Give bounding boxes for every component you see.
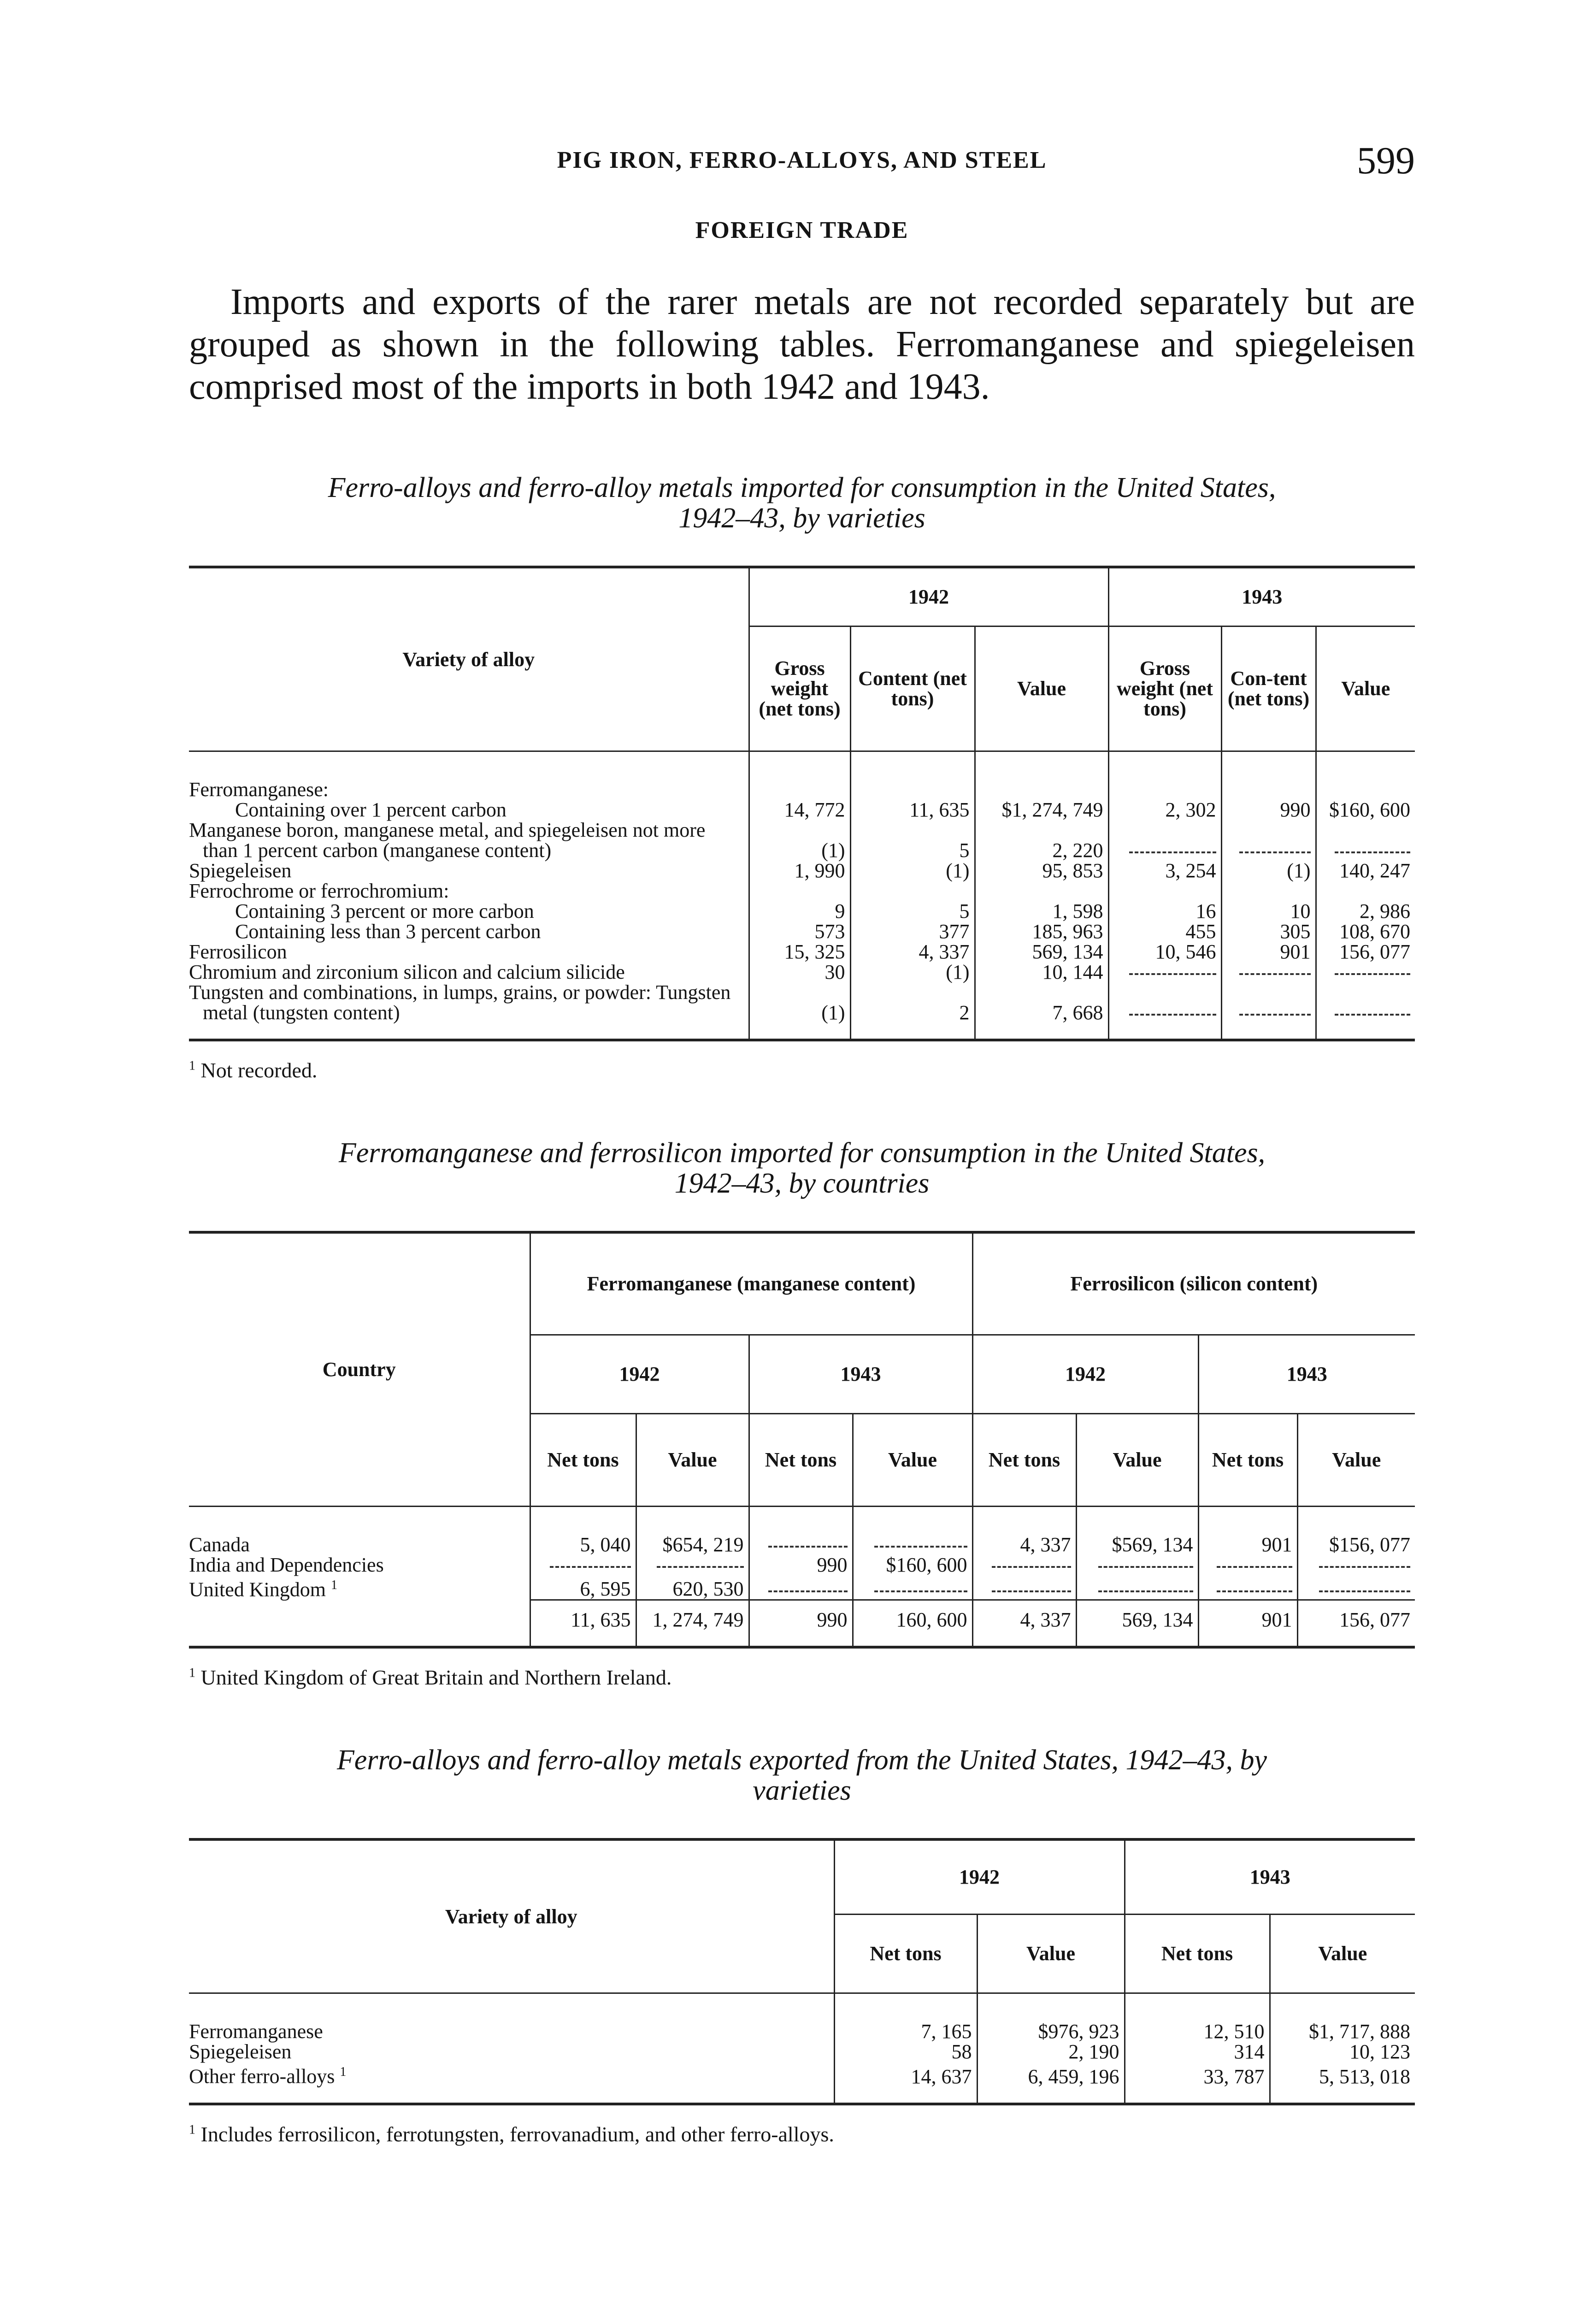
col-value: Value xyxy=(636,1414,749,1507)
col-variety-header: Variety of alloy xyxy=(189,1839,834,1993)
col-net-tons: Net tons xyxy=(834,1915,977,1993)
cell: 5 xyxy=(850,820,975,861)
row-label: Spiegeleisen xyxy=(189,861,749,881)
cell: 185, 963 xyxy=(975,922,1108,942)
table1-caption-line1: Ferro-alloys and ferro-alloy metals imported for consumption in the United States, xyxy=(328,472,1276,503)
cell: 1, 598 xyxy=(975,901,1108,922)
table-row xyxy=(189,1575,1415,1600)
col-value: Value xyxy=(853,1414,972,1507)
table1-caption-line2: 1942–43, by varieties xyxy=(678,502,925,534)
col-value-1943: Value xyxy=(1316,626,1415,751)
dash-cell xyxy=(1108,962,1221,982)
dash-cell xyxy=(1316,982,1415,1040)
cell: (1) xyxy=(850,861,975,881)
year-header: 1942 xyxy=(530,1335,749,1414)
table-row xyxy=(189,922,1415,942)
row-label: Ferrosilicon xyxy=(189,942,749,962)
table-row xyxy=(189,820,1415,861)
table-row xyxy=(189,2042,1415,2062)
row-label: Ferromanganese xyxy=(189,1993,834,2042)
cell: 4, 337 xyxy=(972,1507,1076,1555)
table3-footnote: $^1$ Includes ferrosilicon, ferrotungsten, ferrovanadium, and other ferro-alloys. xyxy=(189,2122,834,2146)
cell: 377 xyxy=(850,922,975,942)
table-row xyxy=(189,901,1415,922)
table2-caption xyxy=(189,1138,1415,1199)
table3-caption xyxy=(189,1745,1415,1806)
section-title: FOREIGN TRADE xyxy=(695,217,909,243)
cell: 14, 772 xyxy=(749,800,850,820)
page xyxy=(189,138,1415,2146)
cell: 2, 302 xyxy=(1108,800,1221,820)
cell: 95, 853 xyxy=(975,861,1108,881)
table-row xyxy=(189,982,1415,1040)
cell: 901 xyxy=(1221,942,1316,962)
dash-cell xyxy=(1108,820,1221,861)
cell: 15, 325 xyxy=(749,942,850,962)
dash-cell xyxy=(1316,820,1415,861)
total-cell: 11, 635 xyxy=(530,1600,636,1648)
table1-footnote: $^1$ Not recorded. xyxy=(189,1058,318,1082)
cell: 11, 635 xyxy=(850,800,975,820)
col-country-header: Country xyxy=(189,1232,530,1507)
row-label: India and Dependencies xyxy=(189,1555,530,1575)
cell: 2, 190 xyxy=(977,2042,1125,2062)
cell: 990 xyxy=(749,1555,853,1575)
year-1943-header: 1943 xyxy=(1108,567,1415,626)
cell: (1) xyxy=(749,820,850,861)
totals-row xyxy=(189,1600,1415,1648)
running-title: PIG IRON, FERRO-ALLOYS, AND STEEL xyxy=(557,147,1047,173)
group-ferrosilicon-header: Ferrosilicon (silicon content) xyxy=(972,1232,1415,1335)
row-label: Canada xyxy=(189,1507,530,1555)
cell: 10, 546 xyxy=(1108,942,1221,962)
col-value: Value xyxy=(977,1915,1125,1993)
year-1943-header: 1943 xyxy=(1125,1839,1415,1915)
table-row xyxy=(189,942,1415,962)
row-label: Tungsten and combinations, in lumps, grains, or powder: Tungsten metal (tungsten content) xyxy=(189,982,749,1040)
row-label: Ferromanganese: xyxy=(189,751,749,800)
cell: 10, 144 xyxy=(975,962,1108,982)
cell: 1, 990 xyxy=(749,861,850,881)
total-cell: 156, 077 xyxy=(1297,1600,1415,1648)
cell: 156, 077 xyxy=(1339,940,1410,963)
col-net-tons: Net tons xyxy=(530,1414,636,1507)
intro-paragraph: Imports and exports of the rarer metals are not recorded separately but are grouped as shown in the following tables. Ferromanganese and spiegeleisen comprised most of the imports in both 1942 and 1943. xyxy=(189,282,1415,407)
col-net-tons: Net tons xyxy=(972,1414,1076,1507)
row-label: United Kingdom $^1$ xyxy=(189,1575,530,1600)
col-gross-weight-1943: Gross weight (net tons) xyxy=(1108,626,1221,751)
cell: 58 xyxy=(834,2042,977,2062)
table2-caption-line1: Ferromanganese and ferrosilicon imported for consumption in the United States, xyxy=(338,1137,1266,1169)
cell: $654, 219 xyxy=(636,1507,749,1555)
table-row xyxy=(189,2062,1415,2104)
table3-caption-line1: Ferro-alloys and ferro-alloy metals exported from the United States, 1942–43, by xyxy=(336,1744,1267,1776)
cell: 10, 123 xyxy=(1349,2040,1410,2063)
cell: $569, 134 xyxy=(1076,1507,1198,1555)
cell: 6, 459, 196 xyxy=(977,2062,1125,2104)
cell: 314 xyxy=(1125,2042,1270,2062)
row-label: Manganese boron, manganese metal, and spiegeleisen not more than 1 percent carbon (manganese content) xyxy=(189,820,749,861)
table-exports-by-variety xyxy=(189,1838,1415,2105)
dash-cell xyxy=(1076,1575,1198,1600)
dash-cell xyxy=(749,1575,853,1600)
cell: 455 xyxy=(1108,922,1221,942)
table-row xyxy=(189,861,1415,881)
dash-cell xyxy=(972,1575,1076,1600)
cell: $1, 274, 749 xyxy=(975,800,1108,820)
page-number: 599 xyxy=(1357,139,1415,182)
cell: 901 xyxy=(1198,1507,1297,1555)
table-imports-by-country xyxy=(189,1231,1415,1649)
dash-cell xyxy=(1221,982,1316,1040)
dash-cell xyxy=(853,1575,972,1600)
dash-cell xyxy=(1297,1575,1415,1600)
dash-cell xyxy=(636,1555,749,1575)
total-cell: 1, 274, 749 xyxy=(636,1600,749,1648)
footnote-text: United Kingdom of Great Britain and Northern Ireland. xyxy=(200,1666,672,1690)
cell: 12, 510 xyxy=(1125,1993,1270,2042)
row-label: Containing less than 3 percent carbon xyxy=(189,922,749,942)
cell: 9 xyxy=(749,901,850,922)
table-row xyxy=(189,751,1415,800)
group-ferromanganese-header: Ferromanganese (manganese content) xyxy=(530,1232,972,1335)
cell: 4, 337 xyxy=(850,942,975,962)
table2-caption-line2: 1942–43, by countries xyxy=(674,1168,930,1199)
year-header: 1942 xyxy=(972,1335,1198,1414)
table3-caption-line2: varieties xyxy=(753,1775,851,1807)
total-cell: 569, 134 xyxy=(1076,1600,1198,1648)
row-label: Containing 3 percent or more carbon xyxy=(189,901,749,922)
cell: 990 xyxy=(1221,800,1316,820)
table-row xyxy=(189,800,1415,820)
dash-cell xyxy=(853,1507,972,1555)
row-label: Other ferro-alloys $^1$ xyxy=(189,2062,834,2104)
table-row xyxy=(189,1555,1415,1575)
col-value: Value xyxy=(1270,1915,1415,1993)
col-content: Content (net tons) xyxy=(850,626,975,751)
dash-cell xyxy=(1198,1575,1297,1600)
dash-cell xyxy=(1076,1555,1198,1575)
cell: $156, 077 xyxy=(1329,1533,1410,1556)
cell: 2, 220 xyxy=(975,820,1108,861)
cell: 30 xyxy=(749,962,850,982)
dash-cell xyxy=(1297,1555,1415,1575)
col-net-tons: Net tons xyxy=(1125,1915,1270,1993)
cell: $160, 600 xyxy=(1329,798,1410,821)
running-head xyxy=(189,138,1415,189)
year-header: 1943 xyxy=(749,1335,972,1414)
table-row xyxy=(189,962,1415,982)
year-1942-header: 1942 xyxy=(834,1839,1125,1915)
cell: 16 xyxy=(1108,901,1221,922)
cell: 33, 787 xyxy=(1125,2062,1270,2104)
col-value: Value xyxy=(1076,1414,1198,1507)
cell: 5, 040 xyxy=(530,1507,636,1555)
dash-cell xyxy=(1198,1555,1297,1575)
cell: (1) xyxy=(1221,861,1316,881)
year-header: 1943 xyxy=(1198,1335,1415,1414)
table-row xyxy=(189,1993,1415,2042)
footnote-text: Not recorded. xyxy=(200,1058,318,1082)
table2-footnote: $^1$ United Kingdom of Great Britain and Northern Ireland. xyxy=(189,1666,672,1690)
dash-cell xyxy=(530,1555,636,1575)
row-label: Chromium and zirconium silicon and calcium silicide xyxy=(189,962,749,982)
cell: $976, 923 xyxy=(977,1993,1125,2042)
dash-cell xyxy=(1316,962,1415,982)
table-row xyxy=(189,1507,1415,1555)
col-content-1943: Con-tent (net tons) xyxy=(1221,626,1316,751)
cell: 2 xyxy=(850,982,975,1040)
cell: 305 xyxy=(1221,922,1316,942)
cell: 7, 165 xyxy=(834,1993,977,2042)
cell: 10 xyxy=(1221,901,1316,922)
cell: $1, 717, 888 xyxy=(1309,2020,1410,2043)
row-label: Spiegeleisen xyxy=(189,2042,834,2062)
table-imports-by-variety xyxy=(189,566,1415,1041)
col-variety-header: Variety of alloy xyxy=(189,567,749,751)
cell: 2, 986 xyxy=(1360,900,1410,922)
footnote-text: Includes ferrosilicon, ferrotungsten, ferrovanadium, and other ferro-alloys. xyxy=(200,2122,834,2146)
cell: 140, 247 xyxy=(1339,859,1410,882)
col-value: Value xyxy=(975,626,1108,751)
cell: $160, 600 xyxy=(853,1555,972,1575)
cell: 3, 254 xyxy=(1108,861,1221,881)
year-1942-header: 1942 xyxy=(749,567,1108,626)
total-cell: 4, 337 xyxy=(972,1600,1076,1648)
cell: (1) xyxy=(749,982,850,1040)
dash-cell xyxy=(749,1507,853,1555)
cell: 573 xyxy=(749,922,850,942)
dash-cell xyxy=(1108,982,1221,1040)
col-net-tons: Net tons xyxy=(1198,1414,1297,1507)
cell: 569, 134 xyxy=(975,942,1108,962)
col-gross-weight: Gross weight (net tons) xyxy=(749,626,850,751)
cell: 7, 668 xyxy=(975,982,1108,1040)
total-cell: 990 xyxy=(749,1600,853,1648)
row-label: Containing over 1 percent carbon xyxy=(189,800,749,820)
row-label: Ferrochrome or ferrochromium: xyxy=(189,881,749,901)
dash-cell xyxy=(1221,962,1316,982)
table1-caption xyxy=(189,473,1415,533)
col-net-tons: Net tons xyxy=(749,1414,853,1507)
cell: 108, 670 xyxy=(1339,920,1410,943)
cell: 620, 530 xyxy=(636,1575,749,1600)
table-row xyxy=(189,881,1415,901)
dash-cell xyxy=(972,1555,1076,1575)
cell: 5 xyxy=(850,901,975,922)
cell: 5, 513, 018 xyxy=(1270,2062,1415,2104)
cell: 6, 595 xyxy=(530,1575,636,1600)
cell: (1) xyxy=(850,962,975,982)
cell: 14, 637 xyxy=(834,2062,977,2104)
col-value: Value xyxy=(1297,1414,1415,1507)
total-cell: 901 xyxy=(1198,1600,1297,1648)
total-cell: 160, 600 xyxy=(853,1600,972,1648)
dash-cell xyxy=(1221,820,1316,861)
